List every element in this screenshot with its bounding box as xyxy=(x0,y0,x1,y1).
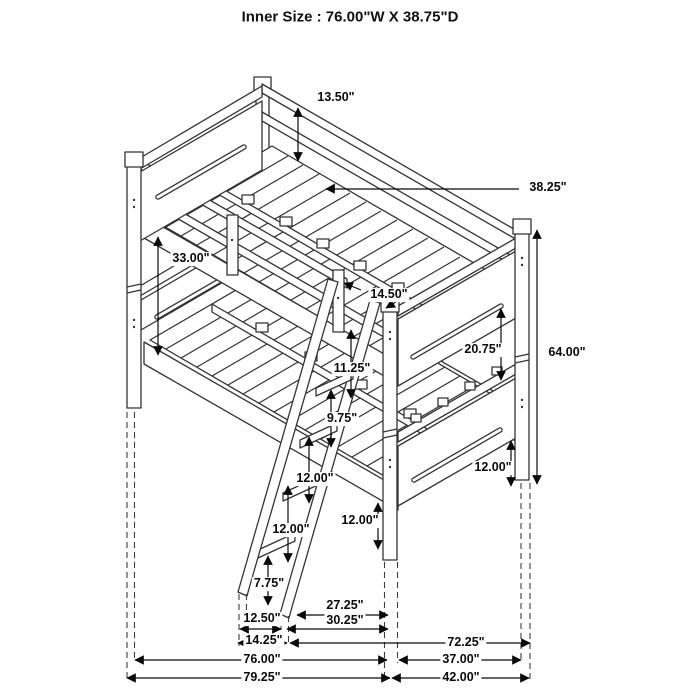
dim-label-deck-to-first-step: 11.25" xyxy=(333,361,371,376)
dim-label-end-inner-depth: 37.00" xyxy=(442,652,480,667)
dim-label-step-gap-top: 9.75" xyxy=(326,411,358,426)
dim-label-ladder-foot-width-inner: 12.50" xyxy=(243,611,281,626)
dim-label-total-depth: 42.00" xyxy=(442,670,480,685)
dim-label-ladder-reach-outer: 30.25" xyxy=(326,613,364,628)
dim-label-guardrail-height: 13.50" xyxy=(317,90,355,105)
dim-label-total-height: 64.00" xyxy=(548,345,586,360)
dim-label-front-leg-clearance: 12.00" xyxy=(341,513,379,528)
dim-label-slat-length: 38.25" xyxy=(529,180,567,195)
back-right-leg xyxy=(513,219,531,480)
dim-label-side-span: 72.25" xyxy=(447,635,485,650)
dim-label-step-gap-3: 12.00" xyxy=(272,522,310,537)
front-right-leg xyxy=(381,297,399,560)
dim-label-bunk-clearance: 33.00" xyxy=(172,251,210,266)
dim-label-last-step-to-floor: 7.75" xyxy=(253,576,285,591)
front-left-leg xyxy=(125,152,143,408)
dim-label-inner-width: 76.00" xyxy=(243,652,281,667)
dim-label-step-gap-2: 12.00" xyxy=(296,471,334,486)
dim-label-ladder-opening: 14.50" xyxy=(370,287,408,302)
dim-label-total-width: 79.25" xyxy=(243,670,281,685)
dim-label-end-rail-gap: 20.75" xyxy=(464,342,502,357)
dim-label-rear-leg-clearance: 12.00" xyxy=(474,460,512,475)
page-title: Inner Size : 76.00"W X 38.75"D xyxy=(241,8,459,26)
dim-label-ladder-foot-width-outer: 14.25" xyxy=(245,633,283,648)
dim-label-ladder-reach-inner: 27.25" xyxy=(326,598,364,613)
